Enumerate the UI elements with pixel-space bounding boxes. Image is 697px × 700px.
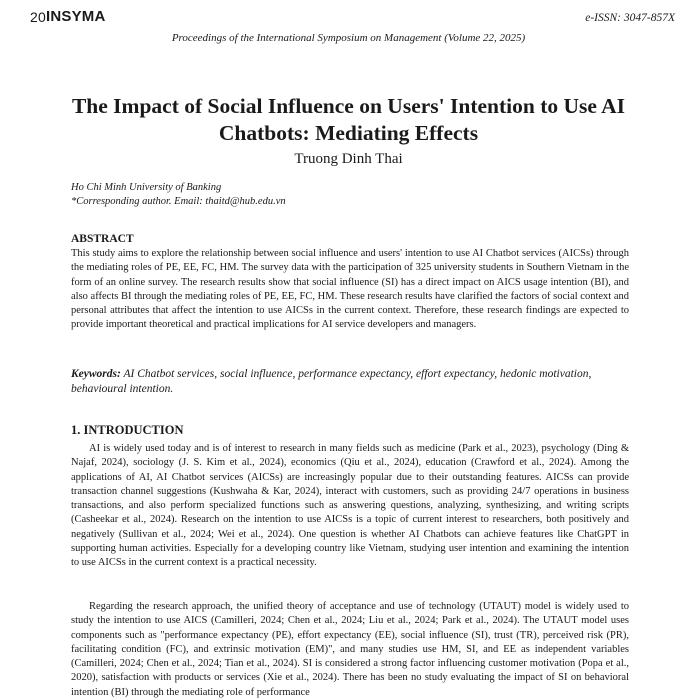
abstract-text: This study aims to explore the relationship between social influence and users' intention to use AI Chatbot services (AICSs) through the mediating roles of PE, EE, FC, HM. The survey data with the participation of 325 university students in Southern Vietnam in the form of an online survey. The research results show that social influence (SI) has a direct impact on AICS usage intention (BI), and also affects BI through the mediating roles of PE, EE, FC, HM. These research results have clarified the factors of social context and personal attributes that affect the intention to use AICSs in the current context. Therefore, these research findings are expected to provide important theoretical and practical implications for AI service developers and managers. (71, 248, 629, 331)
introduction-paragraph-2: Regarding the research approach, the unified theory of acceptance and use of technology (UTAUT) model is widely used to study the intention to use AICS (Camilleri, 2024; Chen et al., 2024; Liu et al., 2024; Park et al., 2024). The UTAUT model uses components such as "performance expectancy (PE), effort expectancy (EE), social influence (SI), trust (TR), perceived risk (PR), facilitating condition (FC), and extrinsic motivation (EM)", and many studies use HM, SI, and EE as independent variables (Camilleri, 2024; Chen et al., 2024; Tian et al., 2024). SI is considered a strong factor influencing customer motivation (Popa et al., 2020), satisfaction with products or services (Xie et al., 2024). There has been no study evaluating the impact of SI on behavioral intention (BI) through the mediating role of performance (71, 601, 629, 698)
corresponding-author: *Corresponding author. Email: thaitd@hub.edu.vn (71, 196, 286, 207)
affiliation: Ho Chi Minh University of Banking (71, 182, 222, 193)
insyma-logo (30, 8, 106, 25)
section-heading-introduction: 1. INTRODUCTION (71, 423, 184, 437)
author-name: Truong Dinh Thai (294, 151, 403, 167)
affiliation-block (71, 181, 286, 209)
issn: e-ISSN: 3047-857X (585, 12, 675, 24)
introduction-paragraph-1: AI is widely used today and is of interest to research in many fields such as medicine (Park et al., 2023), psychology (Ding & Najaf, 2024), sociology (J. S. Kim et al., 2024), economics (Qiu et al., 2024), education (Crawford et al., 2024). Among the applications of AI, AI Chatbot services (AICSs) are increasingly popular due to their outstanding features. AICSs can provide transaction channel suggestions (Kushwaha & Kar, 2024), interact with customers, such as providing 24/7 operations in business transactions, and also perform specialized functions such as answering questions, analyzing, synthesizing, and writing scripts (Casheekar et al., 2024). Research on the intention to use AICSs is a topic of current interest to researchers, both positively and negatively (Sullivan et al., 2024; Wei et al., 2024). One question is whether AI Chatbots can achieve features like ChatGPT in supporting human activities. Especially for a developing country like Vietnam, studying user intention and examining the intention to use AICSs in the current context is a practical necessity. (71, 443, 629, 569)
logo-prefix: 20 (30, 8, 46, 25)
abstract-heading: ABSTRACT (71, 233, 134, 245)
paper-title: The Impact of Social Influence on Users' Intention to Use AI Chatbots: Mediating Effects (71, 94, 626, 145)
keywords-list: AI Chatbot services, social influence, performance expectancy, effort expectancy, hedonic motivation, behavioural intention. (71, 368, 592, 395)
keywords (71, 367, 629, 397)
keywords-label: Keywords: (71, 368, 121, 380)
proceedings-line: Proceedings of the International Symposium on Management (Volume 22, 2025) (171, 32, 526, 44)
logo-name: INSYMA (45, 8, 106, 25)
running-header (30, 8, 675, 30)
